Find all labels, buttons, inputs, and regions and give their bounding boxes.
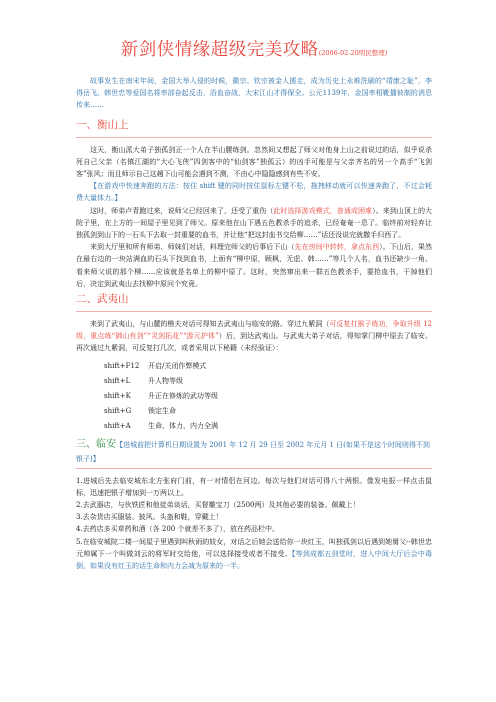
paragraph — [76, 536, 432, 573]
highlight-text: 此时选择游戏模式，普通或困难 — [273, 206, 373, 215]
paragraph: 这天，衡山派大弟子独孤剑正一个人在半山腰练剑。忽然间又想起了师父对他身上山之前说过的话，似乎说杀死自己父亲（名镇江湖的“大心飞侠”四剑客中的“仙剑客”独孤云）的凶手可能是与父亲齐名的另一个高手“飞剑客”张风；而且师示自己这趟下山可能会遇到不测，不由心中隐隐感到有些不安。 — [76, 145, 432, 179]
paragraph: 4.去药店多买草药和酒（各 200 个就差不多了），放在药品栏中。 — [76, 525, 279, 534]
intro-paragraph: 故事发生在南宋年间，金国大举入侵的时候，徽宗、钦宗被金人掳走，成为历史上永难洗刷的“靖康之耻”，李得岳飞、韩世忠等爱国名将率部奋起反击，浴血奋战，大宋江山才得保全。公元1139年，金国率相靴播彼制的消息传来…… — [76, 77, 432, 110]
cheat-code-row — [104, 374, 432, 389]
cheat-code-list — [104, 359, 432, 434]
text-run: ）后，到达武夷山。与武夷大弟子对话，得知掌门柳中原去了临安。再次通过九紫洞，可反复打几次，或者采用以下秘籍（未经验证）： — [76, 332, 432, 353]
section-subnote: 【进城前把计算机日期设置为 2001 年 12 月 29 日至 2002 年元月 1 日(如果不是这个时间则得不到银子)】 — [76, 440, 430, 463]
section-heading-linan — [76, 438, 432, 466]
cheat-desc: 开启/关闭作弊模式 — [148, 361, 207, 370]
section-heading-hengshan: 一、衡山上 — [76, 118, 129, 131]
cheat-key: shift+L — [104, 376, 131, 385]
cheat-desc: 升正在修炼的武功等级 — [148, 391, 218, 400]
title-date: (2006-02-20明民整理) — [318, 49, 388, 57]
cheat-code-row — [104, 389, 432, 404]
tip-paragraph: 【在游戏中快速奔跑的方法：按住 shift 键的同时按住鼠标左键不松，拖拽移动就可以快速奔跑了，不过会耗费大量体力。】 — [76, 182, 432, 203]
cheat-code-row — [104, 404, 432, 419]
cheat-key: shift+A — [104, 421, 131, 430]
paragraph: 2.去武器店，与伙铁匠和他徒弟谈话，买督雕宝刀（2500两）及其他必要的装备。佩戴上！ — [76, 501, 360, 510]
section-heading-text: 三、临安 — [76, 438, 116, 450]
cheat-key: shift+F12 — [104, 361, 140, 370]
paragraph — [76, 318, 432, 355]
highlight-text: 先在房间中转转，拿点东西 — [294, 243, 380, 252]
paragraph: 1.进城后先去临安城东北方张府门前，有一对情侣在河边。每次与他们对话可得八十两银。像发电报一样点击鼠标，迅速把银子增加到一万两以上。 — [76, 476, 432, 497]
section-divider — [76, 311, 432, 312]
cheat-key: shift+K — [104, 391, 131, 400]
cheat-key: shift+G — [104, 406, 132, 415]
text-run: 5.在临安城院二楼一间屋子里遇到叫秋雨的妓女，对话之后她会送给你一块红玉，叫独孤剑以后遇到她舅父--韩世忠元帅属下一个叫做刘云的将军时交给他，可以选择接受或者不接受。 — [76, 537, 432, 558]
cheat-desc: 锁定生命 — [148, 406, 176, 415]
text-run: 来到大厅里和所有师弟、师妹们对话，料理完师父的后事后下山（ — [90, 243, 295, 252]
paragraph — [76, 241, 432, 290]
tip-text: 【等到成都五剑堂时，进入中间大厅后会中毒倒，如果没有红玉的话生命和内力会减为原来的一半。 — [76, 549, 433, 571]
paragraph — [76, 205, 432, 242]
text-run: 这时，师弟卢青跑过来，说师父已经回来了，还受了重伤（ — [90, 206, 274, 215]
title-main: 新剑侠情缘超级完美攻略 — [120, 40, 319, 60]
cheat-desc: 生命、体力，内力全满 — [148, 421, 218, 430]
text-run: ）。下山后，果然在最右边的一块站满血的石头下找到血书，上面有“柳中原，顾枫，无虑、韩……”等几个人名，血书还缺少一角。看来师父说的那个柳……应该就是名单上的柳中原了。这时，突然窜出来一群五色教杀手，要抢血书，干掉他们后，决定到武夷山去找柳中原问个究竟。 — [76, 243, 433, 288]
cheat-code-row — [104, 359, 432, 374]
section-heading-wuyishan: 二、武夷山 — [76, 293, 129, 306]
text-run: 来到了武夷山，与山麓的樵夫对话可得知去武夷山与临安的路。穿过九紫洞（ — [90, 320, 330, 329]
cheat-code-row — [104, 419, 432, 434]
highlight-text: 可反复打猴子练功，争取升级 12 级，重点练“御山有剑”“灵剑拓花”“游元护体” — [76, 320, 433, 341]
document-title — [76, 36, 432, 61]
text-run: ）。来到山顶上的大院子里，在上方的一间屋子里见到了师父。原来他在山下遇五色教杀手的追杀，已经奄奄一息了。临终前对轻弃让独孤剑到山下的一石头下去取一封重要的血书，并让他“把这封血书交给柳……”话还没说完就撒手归西了。 — [76, 206, 433, 240]
paragraph: 3.去杂货店买服装、披风、头盔和鞋，穿戴上！ — [76, 513, 223, 522]
section-divider — [76, 468, 432, 469]
section-divider — [76, 137, 432, 138]
cheat-desc: 升人物等级 — [148, 376, 183, 385]
